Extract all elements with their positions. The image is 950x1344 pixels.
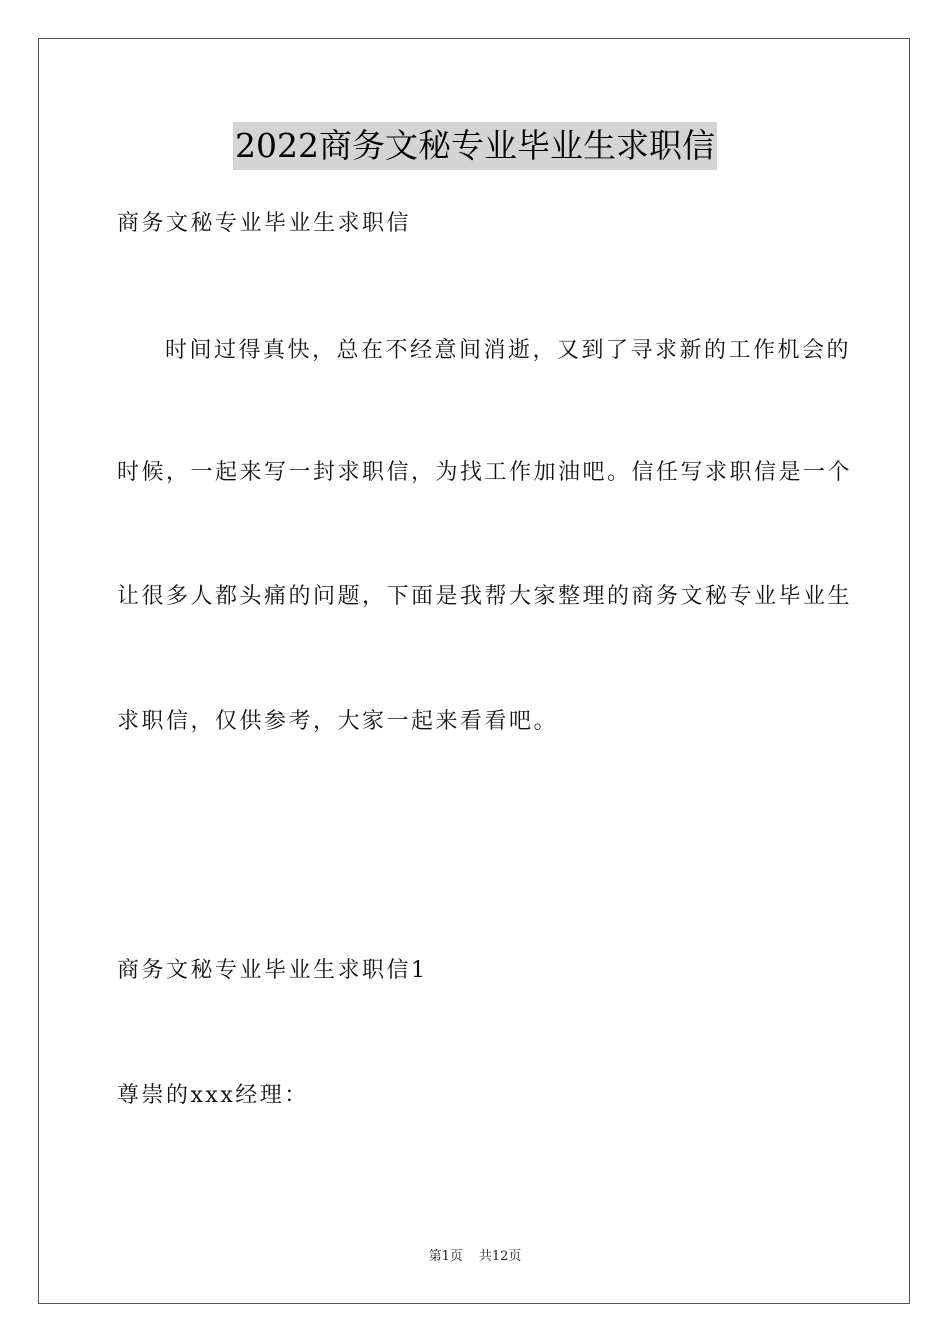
salutation: 尊崇的xxx经理： (117, 1083, 309, 1108)
paragraph-line: 求职信，仅供参考，大家一起来看看吧。 (117, 709, 559, 734)
document-title: 2022商务文秘专业毕业生求职信 (233, 122, 717, 170)
section-heading: 商务文秘专业毕业生求职信1 (117, 958, 428, 983)
page-number: 第1页 (428, 1249, 463, 1264)
paragraph-line: 让很多人都头痛的问题，下面是我帮大家整理的商务文秘专业毕业生 (117, 584, 853, 609)
title-container (0, 122, 950, 170)
page-footer (0, 1248, 950, 1266)
page-total: 共12页 (478, 1249, 522, 1264)
paragraph-line: 时候，一起来写一封求职信，为找工作加油吧。信任写求职信是一个 (117, 460, 853, 485)
paragraph-line: 时间过得真快，总在不经意间消逝，又到了寻求新的工作机会的 (165, 338, 852, 363)
document-subtitle: 商务文秘专业毕业生求职信 (117, 211, 412, 236)
